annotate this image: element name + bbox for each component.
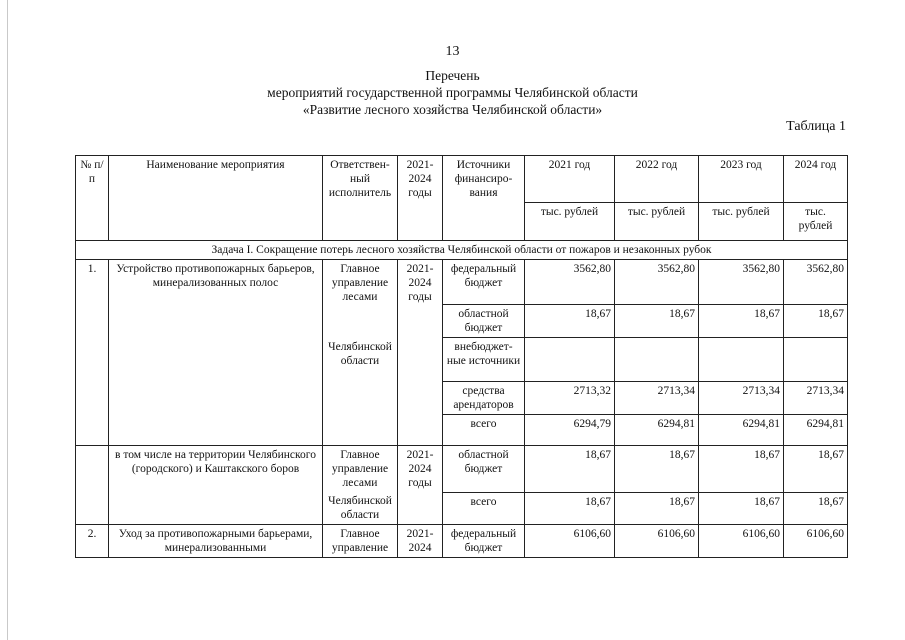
value-cell: 6106,60 [784, 525, 848, 558]
value-cell: 18,67 [525, 492, 615, 525]
value-cell: 3562,80 [699, 260, 784, 305]
value-cell [525, 338, 615, 382]
header-sources: Источники финансиро-вания [443, 156, 525, 241]
table-row [76, 260, 848, 305]
value-cell: 18,67 [615, 446, 699, 493]
header-2023: 2023 год [699, 156, 784, 203]
value-cell: 6294,81 [784, 415, 848, 446]
value-cell: 6106,60 [699, 525, 784, 558]
unit-2023: тыс. рублей [699, 203, 784, 241]
value-cell: 18,67 [784, 305, 848, 338]
value-cell: 3562,80 [615, 260, 699, 305]
value-cell [615, 338, 699, 382]
header-name: Наименование мероприятия [109, 156, 323, 241]
value-cell: 2713,34 [699, 382, 784, 415]
header-num: № п/п [76, 156, 109, 241]
header-period: 2021-2024 годы [398, 156, 443, 241]
value-cell: 18,67 [699, 446, 784, 493]
title-line-1: Перечень [425, 68, 480, 83]
measure-1-responsible-top: Главное управление лесами [323, 260, 398, 338]
page-number: 13 [445, 44, 460, 59]
title-line-2: мероприятий государственной программы Челябинской области [267, 85, 638, 100]
unit-2022: тыс. рублей [615, 203, 699, 241]
measure-2-period: 2021-2024 [398, 525, 443, 558]
measure-1b-responsible-top: Главное управление лесами [323, 446, 398, 493]
value-cell: 18,67 [615, 305, 699, 338]
unit-2024: тыс. рублей [784, 203, 848, 241]
title-line-3: «Развитие лесного хозяйства Челябинской области» [302, 102, 603, 117]
header-2021: 2021 год [525, 156, 615, 203]
value-cell: 6106,60 [615, 525, 699, 558]
value-cell: 6294,79 [525, 415, 615, 446]
measure-1-source: внебюджет-ные источники [443, 338, 525, 382]
value-cell [699, 338, 784, 382]
table-row [76, 446, 848, 493]
measures-table [75, 155, 848, 558]
measure-1-source: всего [443, 415, 525, 446]
measure-1-period: 2021-2024 годы [398, 260, 443, 446]
header-responsible: Ответствен-ный исполнитель [323, 156, 398, 241]
table-label: Таблица 1 [786, 119, 846, 134]
document-title [0, 67, 905, 118]
header-2024: 2024 год [784, 156, 848, 203]
measure-1b-source: областной бюджет [443, 446, 525, 493]
value-cell: 18,67 [525, 446, 615, 493]
measure-1-responsible-bottom: Челябинской области [323, 338, 398, 446]
section-row [76, 241, 848, 260]
value-cell: 2713,34 [784, 382, 848, 415]
value-cell: 6106,60 [525, 525, 615, 558]
unit-2021: тыс. рублей [525, 203, 615, 241]
header-2022: 2022 год [615, 156, 699, 203]
measure-1-source: федеральный бюджет [443, 260, 525, 305]
table-row [76, 525, 848, 558]
value-cell: 18,67 [699, 492, 784, 525]
value-cell: 3562,80 [784, 260, 848, 305]
measure-1-num: 1. [76, 260, 109, 446]
value-cell: 18,67 [525, 305, 615, 338]
measure-1b-num [76, 446, 109, 525]
measure-1-source: областной бюджет [443, 305, 525, 338]
measure-2-name: Уход за противопожарными барьерами, минерализованными [109, 525, 323, 558]
value-cell: 6294,81 [699, 415, 784, 446]
value-cell [784, 338, 848, 382]
value-cell: 2713,34 [615, 382, 699, 415]
value-cell: 6294,81 [615, 415, 699, 446]
measure-1b-period: 2021-2024 годы [398, 446, 443, 525]
header-row [76, 156, 848, 203]
value-cell: 18,67 [784, 446, 848, 493]
value-cell: 18,67 [699, 305, 784, 338]
value-cell: 3562,80 [525, 260, 615, 305]
measure-1-name: Устройство противопожарных барьеров, минерализованных полос [109, 260, 323, 446]
measure-1b-name: в том числе на территории Челябинского (городского) и Каштакского боров [109, 446, 323, 525]
measure-1b-responsible-bottom: Челябинской области [323, 492, 398, 525]
measure-1-source: средства арендаторов [443, 382, 525, 415]
section-title: Задача I. Сокращение потерь лесного хозяйства Челябинской области от пожаров и незаконных рубок [76, 241, 848, 260]
measure-2-source: федеральный бюджет [443, 525, 525, 558]
measure-2-num: 2. [76, 525, 109, 558]
value-cell: 2713,32 [525, 382, 615, 415]
measure-1b-source: всего [443, 492, 525, 525]
value-cell: 18,67 [784, 492, 848, 525]
measure-2-responsible: Главное управление [323, 525, 398, 558]
value-cell: 18,67 [615, 492, 699, 525]
